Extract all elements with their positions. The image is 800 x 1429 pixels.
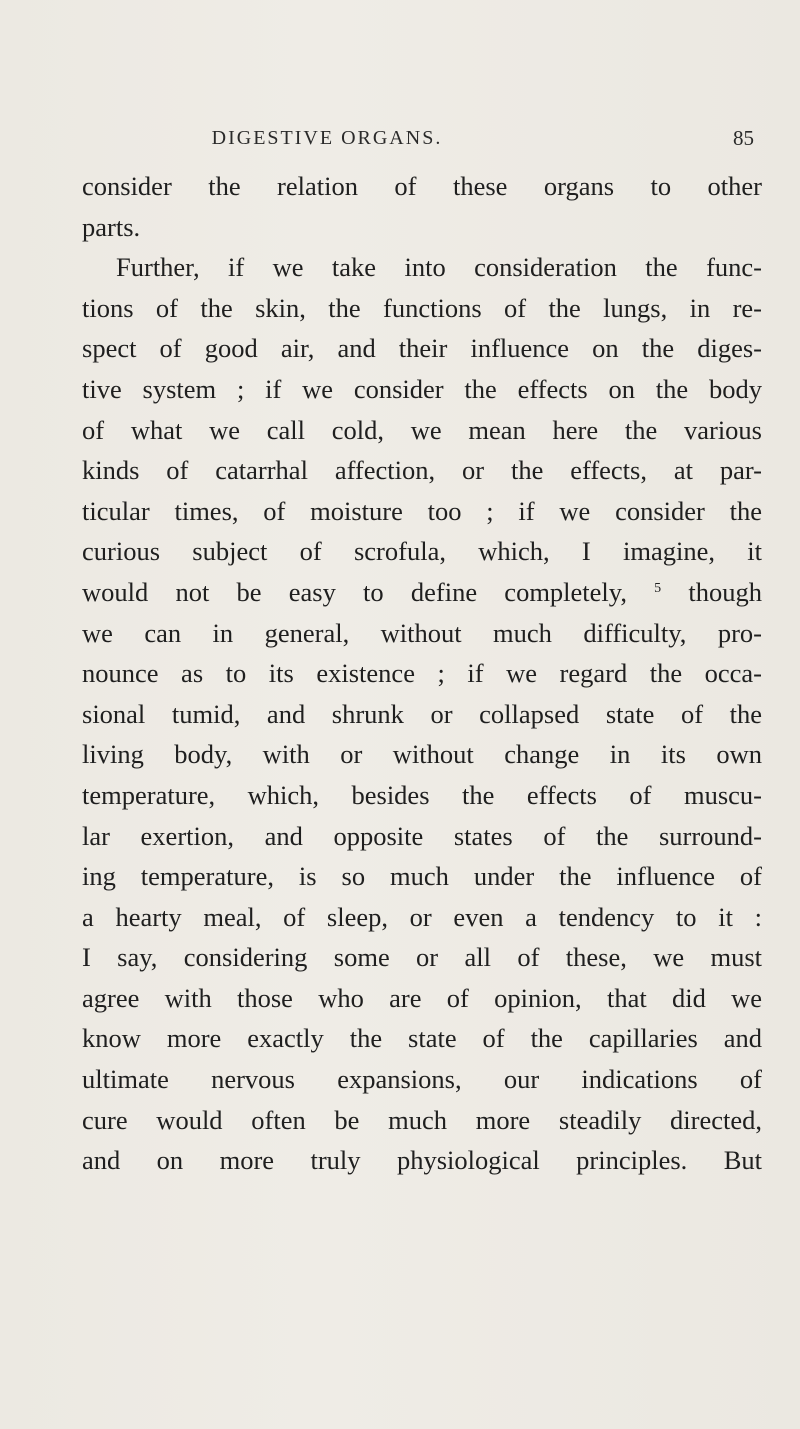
text-segment: would not be easy to define completely, [82,576,627,607]
text-line: know more exactly the state of the capillaries and [82,1023,762,1054]
text-line: I say, considering some or all of these, we must [82,942,762,973]
text-line: ultimate nervous expansions, our indications of [82,1064,762,1095]
text-line: tive system ; if we consider the effects on the body [82,373,762,404]
text-line: of what we call cold, we mean here the various [82,414,762,445]
text-line: living body, with or without change in its own [82,739,762,770]
text-line: nounce as to its existence ; if we regard the occa- [82,658,762,689]
text-line: agree with those who are of opinion, that did we [82,982,762,1013]
text-line: spect of good air, and their influence on the diges- [82,333,762,364]
page-number: 85 [733,126,754,150]
text-line: ticular times, of moisture too ; if we consider the [82,495,762,526]
text-line: ing temperature, is so much under the influence of [82,861,762,892]
text-line-with-footnote [82,572,762,613]
text-line: and on more truly physiological principles. But [82,1145,762,1176]
running-head [0,127,800,157]
text-line: cure would often be much more steadily directed, [82,1104,762,1135]
text-line: a hearty meal, of sleep, or even a tendency to it : [82,901,762,932]
text-line: kinds of catarrhal affection, or the effects, at par- [82,455,762,486]
text-line: sional tumid, and shrunk or collapsed state of the [82,698,762,729]
text-line: parts. [82,211,141,242]
running-title: DIGESTIVE ORGANS. [211,127,443,149]
text-line: we can in general, without much difficulty, pro- [82,617,762,648]
text-line: curious subject of scrofula, which, I imagine, it [82,536,762,567]
text-line: temperature, which, besides the effects of muscu- [82,779,762,810]
footnote-marker[interactable]: 5 [654,580,662,596]
body-text [82,166,762,1181]
text-line: tions of the skin, the functions of the lungs, in re- [82,292,762,323]
text-line: consider the relation of these organs to other [82,171,762,201]
text-line: lar exertion, and opposite states of the surround- [82,820,762,851]
text-segment: though [688,576,763,607]
text-line: Further, if we take into consideration the func- [116,252,762,283]
